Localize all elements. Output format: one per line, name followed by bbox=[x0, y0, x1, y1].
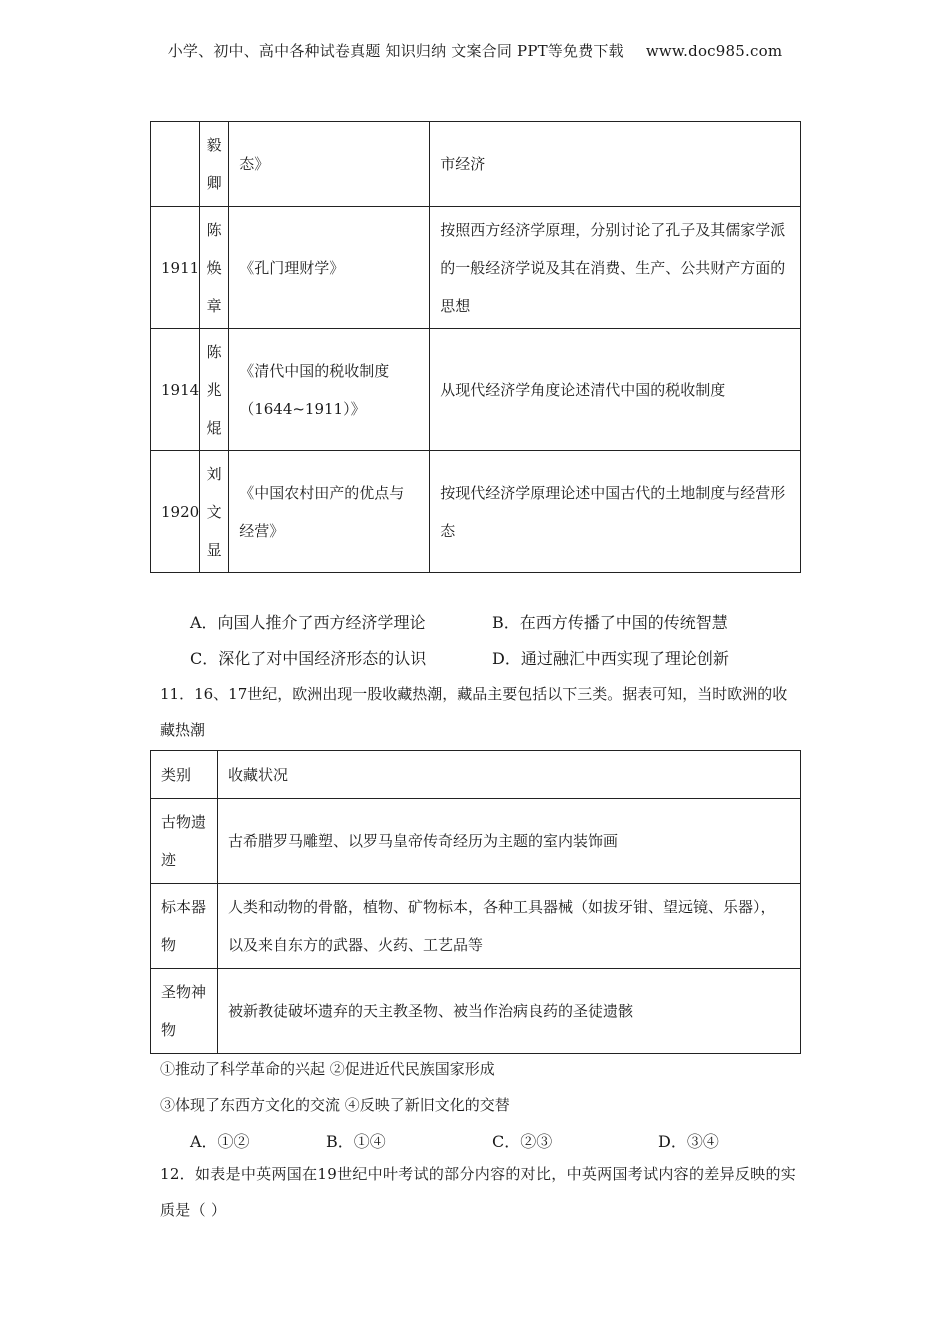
header-category: 类别 bbox=[151, 751, 218, 799]
q11-option-a[interactable]: A．①② bbox=[190, 1132, 250, 1151]
table-header-row bbox=[151, 751, 801, 799]
table-row bbox=[151, 969, 801, 1054]
economics-works-table bbox=[150, 121, 801, 573]
q10-option-d[interactable]: D．通过融汇中西实现了理论创新 bbox=[492, 649, 729, 668]
author-cell bbox=[200, 122, 229, 207]
table-row bbox=[151, 122, 801, 207]
header-url[interactable]: www.doc985.com bbox=[645, 42, 783, 60]
desc-cell: 按现代经济学原理论述中国古代的土地制度与经营形态 bbox=[430, 451, 801, 573]
category-cell: 古物遗迹 bbox=[151, 799, 218, 884]
page-header bbox=[0, 40, 950, 61]
desc-cell: 市经济 bbox=[430, 122, 801, 207]
table-row bbox=[151, 207, 801, 329]
work-cell: 《孔门理财学》 bbox=[229, 207, 430, 329]
q12-stem: 12．如表是中英两国在19世纪中叶考试的部分内容的对比，中英两国考试内容的差异反映的实质是（ ） bbox=[160, 1165, 797, 1219]
q10-option-b[interactable]: B．在西方传播了中国的传统智慧 bbox=[492, 613, 728, 632]
author-char: 陈 bbox=[206, 342, 222, 361]
table-row bbox=[151, 799, 801, 884]
q11-option-d[interactable]: D．③④ bbox=[658, 1132, 719, 1151]
work-cell: 《清代中国的税收制度（1644~1911）》 bbox=[229, 329, 430, 451]
status-cell: 古希腊罗马雕塑、以罗马皇帝传奇经历为主题的室内装饰画 bbox=[218, 799, 801, 884]
author-char: 陈 bbox=[206, 220, 222, 239]
q11-statement-2: ③体现了东西方文化的交流 ④反映了新旧文化的交替 bbox=[160, 1096, 510, 1114]
q11-stem: 11．16、17世纪，欧洲出现一股收藏热潮，藏品主要包括以下三类。据表可知，当时欧洲的收藏热潮 bbox=[160, 685, 788, 739]
author-char: 兆 bbox=[206, 380, 222, 399]
collection-table bbox=[150, 750, 801, 1054]
author-char: 毅 bbox=[206, 136, 222, 154]
year-cell: 1920 bbox=[151, 451, 200, 573]
status-cell: 人类和动物的骨骼，植物、矿物标本，各种工具器械（如拔牙钳、望远镜、乐器），以及来自东方的武器、火药、工艺品等 bbox=[218, 884, 801, 969]
q10-option-c[interactable]: C．深化了对中国经济形态的认识 bbox=[190, 649, 427, 668]
author-char: 刘 bbox=[206, 464, 222, 483]
header-status: 收藏状况 bbox=[218, 751, 801, 799]
q11-statement-1: ①推动了科学革命的兴起 ②促进近代民族国家形成 bbox=[160, 1060, 495, 1078]
desc-cell: 按照西方经济学原理，分别讨论了孔子及其儒家学派的一般经济学说及其在消费、生产、公共财产方面的思想 bbox=[430, 207, 801, 329]
author-cell bbox=[200, 329, 229, 451]
author-char: 焜 bbox=[206, 418, 222, 437]
q11-option-b[interactable]: B．①④ bbox=[326, 1132, 386, 1151]
q11-option-c[interactable]: C．②③ bbox=[492, 1132, 553, 1151]
author-char: 文 bbox=[206, 502, 222, 521]
year-cell bbox=[151, 122, 200, 207]
year-cell: 1911 bbox=[151, 207, 200, 329]
category-cell: 标本器物 bbox=[151, 884, 218, 969]
author-cell bbox=[200, 451, 229, 573]
author-char: 焕 bbox=[206, 258, 222, 277]
work-cell: 《中国农村田产的优点与 经营》 bbox=[229, 451, 430, 573]
author-char: 卿 bbox=[206, 174, 222, 192]
table-row bbox=[151, 329, 801, 451]
header-text: 小学、初中、高中各种试卷真题 知识归纳 文案合同 PPT等免费下载 bbox=[167, 42, 624, 60]
category-cell: 圣物神物 bbox=[151, 969, 218, 1054]
status-cell: 被新教徒破坏遗弃的天主教圣物、被当作治病良药的圣徒遗骸 bbox=[218, 969, 801, 1054]
work-cell: 态》 bbox=[229, 122, 430, 207]
author-cell bbox=[200, 207, 229, 329]
table-row bbox=[151, 884, 801, 969]
q10-option-a[interactable]: A．向国人推介了西方经济学理论 bbox=[190, 613, 426, 632]
year-cell: 1914 bbox=[151, 329, 200, 451]
desc-cell: 从现代经济学角度论述清代中国的税收制度 bbox=[430, 329, 801, 451]
author-char: 显 bbox=[206, 540, 222, 559]
table-row bbox=[151, 451, 801, 573]
author-char: 章 bbox=[206, 296, 222, 315]
